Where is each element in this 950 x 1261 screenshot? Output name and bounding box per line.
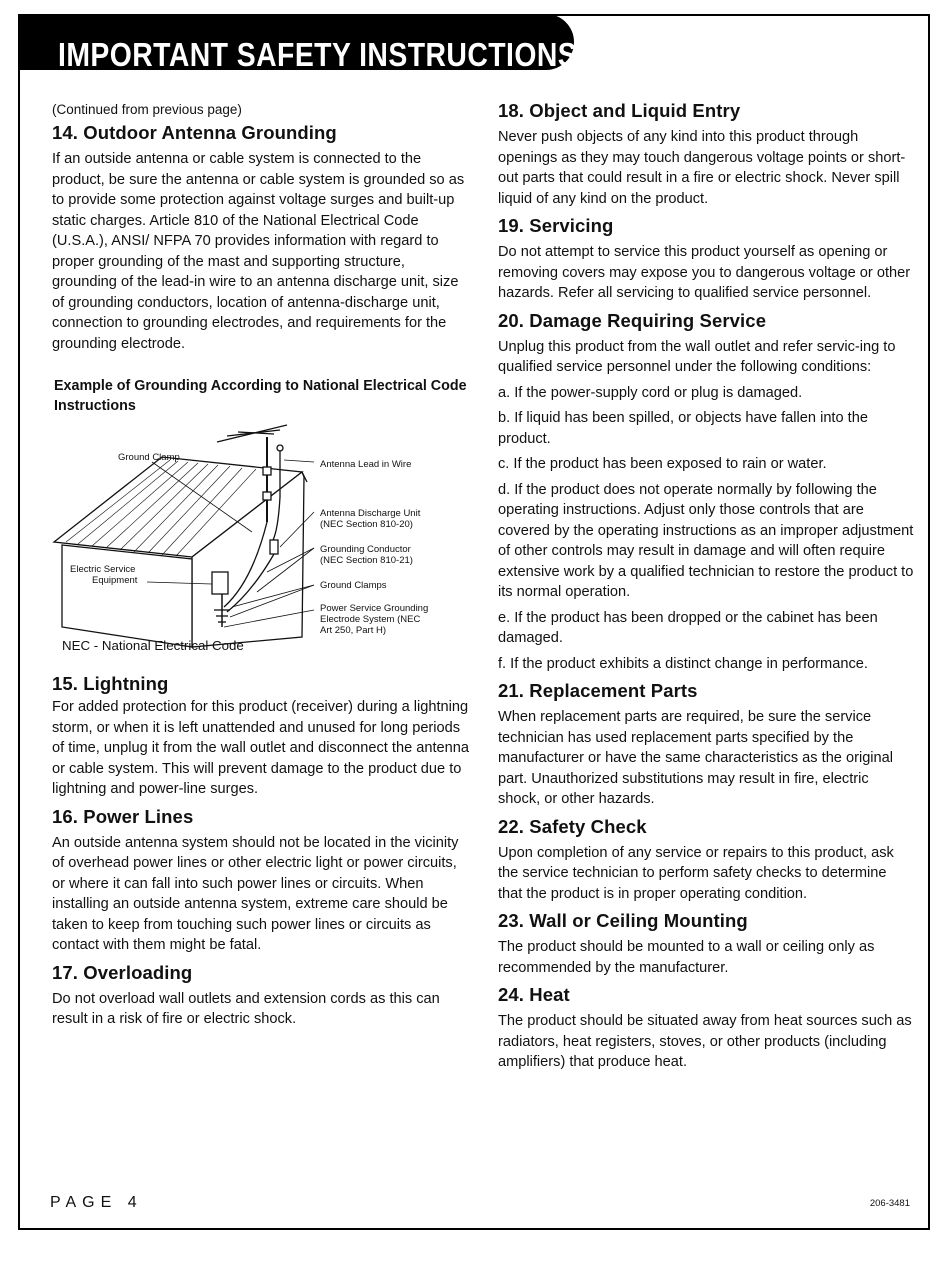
section-body: If an outside antenna or cable system is connected to the product, be sure the antenna or cable system is grounded so as to provide some protection against voltage surges and built-up static charges. Article 810 of the National Electrical Code (U.S.A.), ANSI/ NFPA 70 provides information with regard to proper grounding of the mast and supporting structure, grounding of the lead-in wire to an antenna discharge unit, size of grounding conductors, location of antenna-discharge unit, connection to grounding electrodes, and requirements for the grounding electrode. (52, 151, 465, 352)
condition-e: e. If the product has been dropped or the cabinet has been damaged. (498, 609, 878, 646)
condition-f: f. If the product exhibits a distinct change in performance. (498, 655, 868, 672)
section-body: The product should be situated away from heat sources such as radiators, heat registers, stoves, or other products (including amplifiers) that produce heat. (498, 1013, 912, 1070)
page-number: PAGE 4 (50, 1194, 143, 1211)
label-antenna-lead: Antenna Lead in Wire (320, 459, 412, 470)
label-electric-service-2: Equipment (92, 575, 138, 586)
label-ground-clamps: Ground Clamps (320, 580, 387, 591)
label-ground-clamp: Ground Clamp (118, 452, 180, 463)
section-body: Do not overload wall outlets and extension cords as this can result in a risk of fire or electric shock. (52, 990, 440, 1027)
section-18 (498, 100, 914, 209)
condition-a: a. If the power-supply cord or plug is damaged. (498, 384, 803, 401)
section-23 (498, 910, 914, 978)
section-title: 17. Overloading (52, 961, 193, 983)
section-body: Unplug this product from the wall outlet and refer servic-ing to qualified service personnel under the following conditions: (498, 338, 896, 375)
page-title: IMPORTANT SAFETY INSTRUCTIONS (58, 36, 578, 73)
section-17 (52, 962, 470, 1030)
continued-note: (Continued from previous page) (52, 102, 242, 117)
condition-d: d. If the product does not operate normally by following the operating instructions. Adjust only those controls that are covered by the operating instructions as an improper adjustment of other controls may result in damage and will often require extensive work by a qualified technician to restore the product to its normal operation. (498, 481, 914, 600)
section-title: 15. Lightning (52, 673, 169, 694)
section-title: 23. Wall or Ceiling Mounting (498, 910, 748, 931)
section-15 (52, 673, 470, 800)
header-banner (18, 14, 578, 73)
section-title: 14. Outdoor Antenna Grounding (52, 122, 337, 143)
section-title: 22. Safety Check (498, 815, 647, 837)
section-21 (498, 680, 914, 810)
condition-b: b. If liquid has been spilled, or objects have fallen into the product. (498, 410, 868, 447)
section-title: 24. Heat (498, 984, 570, 1005)
section-19 (498, 215, 914, 304)
section-16 (52, 806, 470, 956)
label-grounding-conductor-ref: (NEC Section 810-21) (320, 555, 413, 566)
section-title: 19. Servicing (498, 215, 614, 236)
grounding-diagram (52, 422, 470, 667)
label-power-grounding-3: Art 250, Part H) (320, 625, 386, 636)
section-body: For added protection for this product (receiver) during a lightning storm, or when it is left unattended and unused for long periods of time, unplug it from the wall outlet and disconnect the antenna or cable system. This will prevent damage to the product due to lightning and power-line surges. (52, 699, 469, 797)
section-20 (498, 310, 914, 675)
label-discharge-unit-ref: (NEC Section 810-20) (320, 519, 413, 530)
section-body: The product should be mounted to a wall or ceiling only as recommended by the manufacturer. (498, 939, 875, 976)
section-body: Never push objects of any kind into this product through openings as they may touch dangerous voltage points or short-out parts that could result in a fire or electric shock. Never spill liquid of any kind on the product. (498, 129, 906, 207)
section-22 (498, 816, 914, 905)
section-body: Upon completion of any service or repairs to this product, ask the service technician to perform safety checks to determine that the product is in proper operating condition. (498, 844, 894, 902)
left-column (52, 102, 470, 1036)
label-power-grounding-2: Electrode System (NEC (320, 614, 421, 625)
label-discharge-unit: Antenna Discharge Unit (320, 508, 421, 519)
section-24 (498, 984, 914, 1073)
section-title: 18. Object and Liquid Entry (498, 100, 741, 121)
nec-note: NEC - National Electrical Code (62, 638, 244, 653)
label-grounding-conductor: Grounding Conductor (320, 544, 411, 555)
section-body: An outside antenna system should not be located in the vicinity of overhead power lines or other electric light or power circuits, or where it can fall into such power lines or circuits. When installing an outside antenna system, extreme care should be taken to keep from touching such power lines or circuits as contact with them might be fatal. (52, 834, 459, 953)
label-power-grounding: Power Service Grounding (320, 603, 429, 614)
section-14 (52, 122, 470, 354)
right-column (498, 100, 914, 1079)
section-body: Do not attempt to service this product yourself as opening or removing covers may expose you to dangerous voltage or other hazards. Refer all servicing to qualified service personnel. (498, 244, 911, 301)
section-title: 16. Power Lines (52, 805, 194, 827)
section-body: When replacement parts are required, be sure the service technician has used replacement parts specified by the manufacturer or have the same characteristics as the original part. Unauthorized substitutions may result in fire, electric shock, or other hazards. (498, 709, 894, 807)
condition-c: c. If the product has been exposed to rain or water. (498, 456, 827, 472)
section-title: 21. Replacement Parts (498, 680, 698, 701)
label-electric-service: Electric Service (70, 564, 136, 575)
diagram-caption: Example of Grounding According to National Electrical Code Instructions (54, 378, 467, 414)
section-title: 20. Damage Requiring Service (498, 309, 767, 331)
document-code: 206-3481 (869, 1198, 910, 1209)
